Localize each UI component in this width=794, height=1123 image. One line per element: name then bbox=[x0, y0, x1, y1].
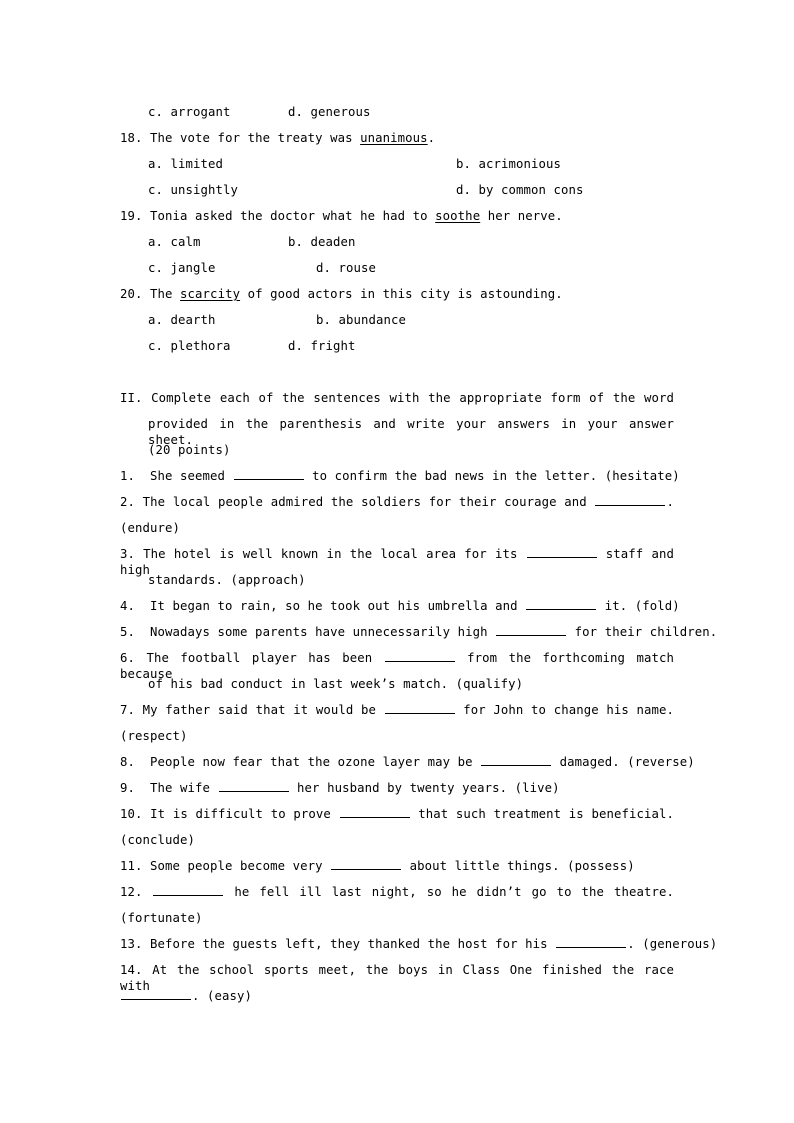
section-2-instruction-line-2: provided in the parenthesis and write your answers in your answer sheet. bbox=[148, 417, 674, 447]
item-text: 9. The wife bbox=[120, 781, 218, 795]
item-text-end: that such treatment is beneficial. bbox=[410, 807, 674, 821]
item-text-end: . bbox=[666, 495, 674, 509]
question-text-end: her nerve. bbox=[480, 209, 563, 223]
answer-blank[interactable] bbox=[527, 547, 597, 558]
question-text-end: of good actors in this city is astounding. bbox=[240, 287, 563, 301]
answer-blank[interactable] bbox=[385, 703, 455, 714]
target-word: scarcity bbox=[180, 287, 241, 301]
item-text-end: from the forthcoming match because bbox=[120, 651, 674, 681]
item-text-end: about little things. (possess) bbox=[402, 859, 635, 873]
q19-option-d: d. rouse bbox=[316, 261, 377, 275]
item-text: 10. It is difficult to prove bbox=[120, 807, 339, 821]
answer-blank[interactable] bbox=[556, 937, 626, 948]
item-11 bbox=[120, 858, 635, 874]
target-word: unanimous bbox=[360, 131, 428, 145]
answer-blank[interactable] bbox=[153, 885, 223, 896]
answer-blank[interactable] bbox=[496, 625, 566, 636]
item-text-end: for their children. bbox=[567, 625, 718, 639]
question-18 bbox=[120, 130, 435, 146]
answer-blank[interactable] bbox=[481, 755, 551, 766]
q18-option-c: c. unsightly bbox=[148, 183, 239, 197]
item-text-end: it. (fold) bbox=[597, 599, 680, 613]
item-4 bbox=[120, 598, 680, 614]
item-9 bbox=[120, 780, 560, 796]
q17-option-c: c. arrogant bbox=[148, 105, 231, 119]
item-text: 1. She seemed bbox=[120, 469, 233, 483]
item-13 bbox=[120, 936, 717, 952]
item-1 bbox=[120, 468, 680, 484]
q20-option-c: c. plethora bbox=[148, 339, 231, 353]
q18-option-b: b. acrimonious bbox=[456, 157, 562, 171]
item-10 bbox=[120, 806, 674, 822]
answer-blank[interactable] bbox=[121, 989, 191, 1000]
item-text: 6. The football player has been bbox=[120, 651, 384, 665]
answer-blank[interactable] bbox=[331, 859, 401, 870]
item-text: 7. My father said that it would be bbox=[120, 703, 384, 717]
question-text: The vote for the treaty was bbox=[150, 131, 361, 145]
item-14: 14. At the school sports meet, the boys in Class One finished the race with bbox=[120, 963, 674, 993]
q19-option-a: a. calm bbox=[148, 235, 201, 249]
answer-blank[interactable] bbox=[340, 807, 410, 818]
item-14-continuation bbox=[120, 988, 252, 1004]
question-20 bbox=[120, 286, 563, 302]
item-text-end: . (generous) bbox=[627, 937, 718, 951]
q19-option-b: b. deaden bbox=[288, 235, 356, 249]
question-number: 19. bbox=[120, 209, 143, 223]
question-text-end: . bbox=[427, 131, 436, 145]
item-text-end: damaged. (reverse) bbox=[552, 755, 695, 769]
answer-blank[interactable] bbox=[219, 781, 289, 792]
item-text: 3. The hotel is well known in the local area for its bbox=[120, 547, 526, 561]
q17-option-d: d. generous bbox=[288, 105, 371, 119]
item-6-continuation: of his bad conduct in last week’s match. (qualify) bbox=[148, 677, 524, 691]
item-2 bbox=[120, 494, 674, 510]
item-text-end: staff and high bbox=[120, 547, 674, 577]
section-2-points: (20 points) bbox=[148, 443, 231, 457]
item-text: 8. People now fear that the ozone layer may be bbox=[120, 755, 481, 769]
item-text: 12. bbox=[120, 885, 153, 899]
item-12 bbox=[120, 884, 674, 900]
target-word: soothe bbox=[435, 209, 481, 223]
item-text: 4. It began to rain, so he took out his umbrella and bbox=[120, 599, 526, 613]
answer-blank[interactable] bbox=[385, 651, 455, 662]
question-text: Tonia asked the doctor what he had to bbox=[150, 209, 436, 223]
item-12-continuation: (fortunate) bbox=[120, 911, 203, 925]
item-text: 11. Some people become very bbox=[120, 859, 331, 873]
item-text: 5. Nowadays some parents have unnecessarily high bbox=[120, 625, 496, 639]
q20-option-a: a. dearth bbox=[148, 313, 216, 327]
question-19 bbox=[120, 208, 563, 224]
q20-option-b: b. abundance bbox=[316, 313, 407, 327]
item-text: 2. The local people admired the soldiers for their courage and bbox=[120, 495, 595, 509]
item-text-end: her husband by twenty years. (live) bbox=[289, 781, 560, 795]
q20-option-d: d. fright bbox=[288, 339, 356, 353]
answer-blank[interactable] bbox=[526, 599, 596, 610]
q18-option-d: d. by common cons bbox=[456, 183, 584, 197]
item-5 bbox=[120, 624, 717, 640]
section-2-instruction-line-1: II. Complete each of the sentences with the appropriate form of the word bbox=[120, 391, 674, 405]
item-2-continuation: (endure) bbox=[120, 521, 181, 535]
q19-option-c: c. jangle bbox=[148, 261, 216, 275]
item-text-end: he fell ill last night, so he didn’t go to the theatre. bbox=[224, 885, 675, 899]
item-10-continuation: (conclude) bbox=[120, 833, 196, 847]
answer-blank[interactable] bbox=[595, 495, 665, 506]
question-number: 18. bbox=[120, 131, 143, 145]
q18-option-a: a. limited bbox=[148, 157, 224, 171]
item-7-continuation: (respect) bbox=[120, 729, 188, 743]
item-text-end: for John to change his name. bbox=[455, 703, 674, 717]
item-8 bbox=[120, 754, 695, 770]
item-text-end: . (easy) bbox=[192, 989, 253, 1003]
answer-blank[interactable] bbox=[234, 469, 304, 480]
question-text: The bbox=[150, 287, 181, 301]
item-text: 13. Before the guests left, they thanked the host for his bbox=[120, 937, 556, 951]
item-text-end: to confirm the bad news in the letter. (hesitate) bbox=[304, 469, 680, 483]
item-3-continuation: standards. (approach) bbox=[148, 573, 306, 587]
item-7 bbox=[120, 702, 674, 718]
question-number: 20. bbox=[120, 287, 143, 301]
